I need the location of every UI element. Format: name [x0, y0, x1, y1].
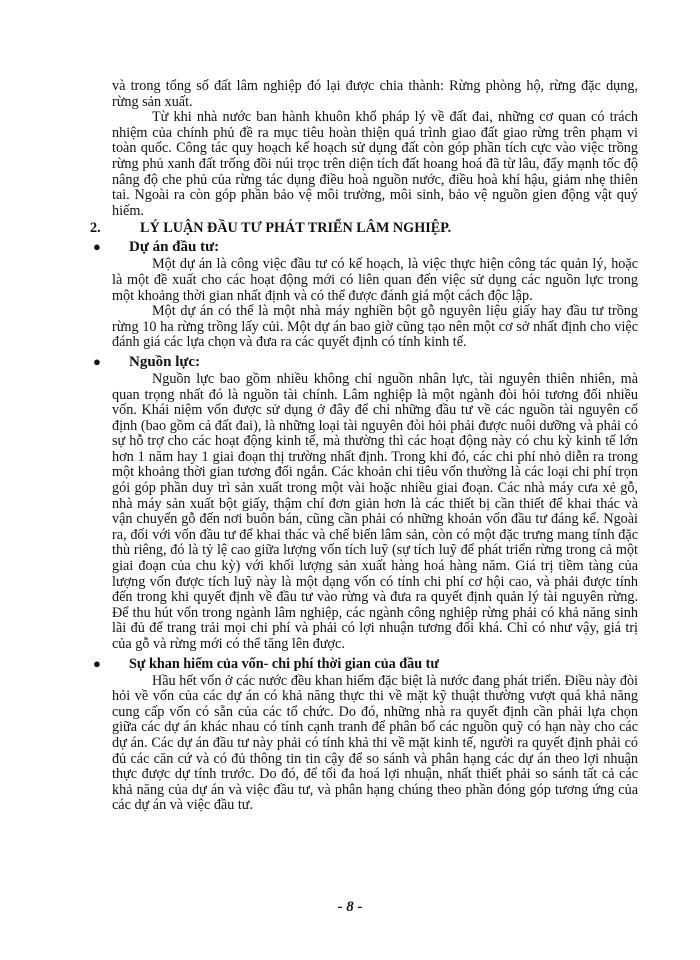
subheading-text: Sự khan hiếm của vốn- chi phí thời gian của đầu tư [129, 655, 439, 672]
bullet-icon: ● [93, 655, 101, 671]
subheading-text: Nguồn lực: [129, 353, 201, 370]
page-body [90, 78, 638, 814]
section-heading [90, 220, 638, 237]
subheading-resources [93, 353, 638, 371]
section-title: LÝ LUẬN ĐẦU TƯ PHÁT TRIỂN LÂM NGHIỆP. [140, 220, 452, 237]
page-number: - 8 - [337, 899, 363, 915]
bullet-icon: ● [93, 239, 101, 255]
subheading-investment-project [93, 238, 638, 256]
paragraph-land-categories: và trong tổng số đất lâm nghiệp đó lại được chia thành: Rừng phòng hộ, rừng đặc dụng, rừng sản xuất. [112, 78, 638, 110]
paragraph-land-policy: Từ khi nhà nước ban hành khuôn khổ pháp lý về đất đai, những cơ quan có trách nhiệm của chính phủ đề ra mục tiêu hoàn thiện quá trình giao đất giao rừng trên phạm vi toàn quốc. Công tác quy hoạch kế hoạch sử dụng đất còn góp phần tích cực vào việc trồng rừng phủ xanh đất trống đồi núi trọc trên diện tích đất hoang hoá đã từ lâu, đẩy mạnh tốc độ nâng độ che phủ của rừng tác dụng điều hoà nguồn nước, điều hoà khí hậu, giảm nhẹ thiên tai. Ngoài ra còn góp phần bảo vệ môi trường, môi sinh, bảo vệ nguồn gien động vật quý hiếm. [112, 109, 638, 219]
paragraph-capital-scarcity: Hầu hết vốn ở các nước đều khan hiếm đặc biệt là nước đang phát triển. Điều này đòi hỏi về vốn của các dự án có khả năng thực thi về mặt kỹ thuật thường vượt quá khả năng cung cấp vốn có sẵn của các tổ chức. Do đó, những nhà ra quyết định cần phải lựa chọn giữa các dự án khác nhau có tính cạnh tranh để phân bổ các nguồn quỹ có hạn này cho các dự án. Các dự án đầu tư này phải có tính khả thi về mặt kinh tế, người ra quyết định phải có đủ các căn cứ và có đủ thông tin tin cậy để so sánh và phân hạng các dự án theo lợi nhuận thực được dự tính trước. Do đó, để tối đa hoá lợi nhuận, nhất thiết phải so sánh tất cả các khả năng của dự án và việc đầu tư, và phân hạng chúng theo phần đóng góp tương ứng của các dự án và việc đầu tư. [112, 672, 638, 814]
subheading-text: Dự án đầu tư: [129, 239, 220, 256]
paragraph-project-definition: Một dự án là công việc đầu tư có kế hoạch, là việc thực hiện công tác quản lý, hoặc là một đề xuất cho các hoạt động mới có liên quan đến việc sử dụng các nguồn lực trong một khoảng thời gian nhất định và có thể được đánh giá một cách độc lập. [112, 256, 638, 304]
section-number: 2. [90, 220, 101, 237]
paragraph-resources: Nguồn lực bao gồm nhiều không chỉ nguồn nhân lực, tài nguyên thiên nhiên, mà quan trọng nhất đó là nguồn tài chính. Lâm nghiệp là một ngành đòi hỏi tương đối nhiều vốn. Khái niệm vốn được sử dụng ở đây để chỉ những đầu tư về các nguồn tài nguyên cố định (bao gồm cả đất đai), là những loại tài nguyên đòi hỏi phải được nuôi dưỡng và phải có sự hỗ trợ cho các hoạt động kinh tế, mà thường thì các hoạt động này có chu kỳ kinh tế lớn hơn 1 năm hay 1 giai đoạn thị trường nhất định. Trong khi đó, các chi phí nhỏ diễn ra trong một khoảng thời gian tương đối ngắn. Các khoản chi tiêu vốn thường là các loại chi phí trọn gói góp phần duy trì sản xuất trong một vài hoặc nhiều giai đoạn. Các nhà máy cưa xẻ gỗ, nhà máy sản xuất bột giấy, thậm chí đơn giản hơn là các thiết bị cần thiết để khai thác và vận chuyển gỗ đến nơi buôn bán, cũng cần phải có những khoản vốn đầu tư đáng kể. Ngoài ra, đối với vốn đầu tư để khai thác và chế biến lâm sản, còn có một đặc trưng mang tính đặc thù riêng, đó là tỷ lệ cao giữa lượng vốn tích luỹ (sự tích luỹ để phát triển rừng trong cả một giai đoạn của chu kỳ) với khối lượng sản xuất hàng hoá hàng năm. Giá trị tiềm tàng của lượng vốn được tích luỹ này là một dạng vốn có tính chi phí cơ hội cao, và phải được tính đến trong khi quyết định về đầu tư vào rừng và đưa ra quyết định quản lý tài nguyên rừng. Để thu hút vốn trong ngành lâm nghiệp, các ngành công nghiệp rừng phải có khả năng sinh lãi đủ để trang trải mọi chi phí và phải có lợi nhuận tương đối khá. Chỉ có như vậy, giá trị của gỗ và rừng mới có thể tăng lên được. [112, 370, 638, 652]
bullet-icon: ● [93, 353, 101, 369]
paragraph-project-example: Một dự án có thể là một nhà máy nghiền bột gỗ nguyên liệu giấy hay đầu tư trồng rừng 10 ha rừng trồng lấy củi. Một dự án bao giờ cũng tạo nên một cơ sở nhất định cho việc đánh giá các lựa chọn và đưa ra các quyết định có tính kinh tế. [112, 303, 638, 351]
subheading-capital-scarcity [93, 655, 638, 673]
